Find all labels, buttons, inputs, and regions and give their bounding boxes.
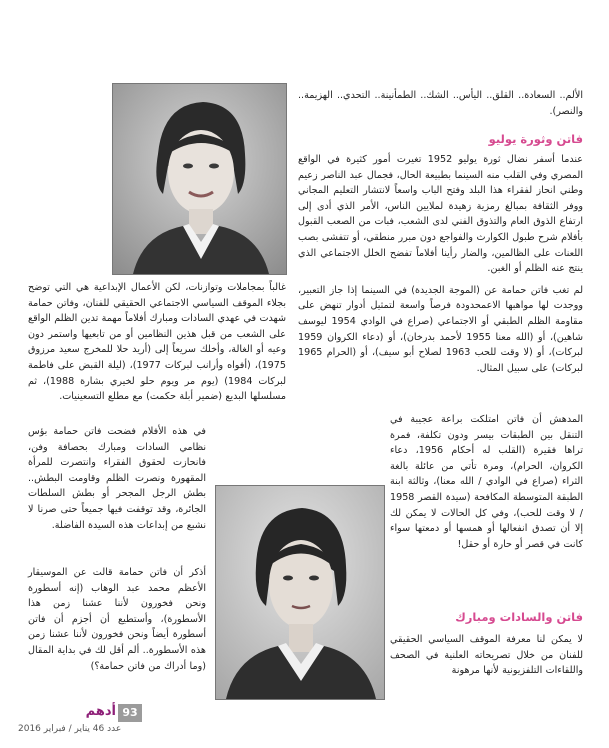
paragraph: عندما أسفر نضال ثورة يوليو 1952 تغيرت أمور كثيرة في الواقع المصري وفي القلب منه السينما بطبيعة الحال، فجمال عبد الناصر زعيم وطني انحاز لفقراء هذا البلد وفتح الباب واسعاً لانتشار التعليم المجاني ووفر الثقافة بمبالغ رمزية زهيدة لملايين الناس، الأمر الذي أدى إلى ارتفاع الذوق العام والتذوق الفني لدى الشعب، فبات من الصعب القبول بأفلام شرح طبول الكوارث والفواجع دون مبرر منطقي، أو تتفشى بصب اللعنات على الظالمين، والضار رأينا أفلاماً تفضح الخلل الاجتماعي الذي ينتج عنه الظلم أو الغبن. xyxy=(298,154,584,275)
right-column-bottom xyxy=(390,632,583,685)
issue-info: عدد 46 يناير / فبراير 2016 xyxy=(18,724,122,734)
left-column-narrow-2 xyxy=(28,565,206,680)
portrait-photo-bottom xyxy=(215,485,385,700)
right-column-narrow xyxy=(390,412,583,558)
paragraph: المدهش أن فاتن امتلكت براعة عجيبة في التنقل بين الطبقات بيسر ودون تكلفة، فمرة تراها فقيرة (القلب له أحكام 1956، دعاء الكروان، الحرام)، ومرة تأتي من عائلة بالغة الثراء (صراع في الوادي / الله معنا)، وثالثة ابنة الطبقة المتوسطة المكافحة (سيدة القصر 1958 / لا وقت للحب)، وفي كل الحالات لا يمكن لك إلا أن تصدق انفعالها أو همسها أو دمعتها سواء كانت في قصر أو حارة أو حقل! xyxy=(390,414,583,550)
right-column-top xyxy=(298,88,583,125)
magazine-logo: أدهم xyxy=(85,704,116,719)
portrait-photo-top xyxy=(112,83,287,275)
paragraph: غالباً بمجاملات وتوازنات، لكن الأعمال الإبداعية هي التي توضح بجلاء الموقف السياسي الاجتماعي الحقيقي للفنان، وفاتن حمامة شهدت في عهدي السادات ومبارك أفلاماً مهمة تدين الظلم الواقع على الشعب من قبل هذين النظامين أو من تابعيها واستمر دون وعيه أو الغالة، وأخلك سريعاً إلى (أريد حلا للمخرج سعيد مرزوق 1975)، (أفواه وأرانب لبركات 1977)، (ليلة القبض على فاطمة لبركات 1984) (يوم مر ويوم حلو لخيري بشارة 1988)، ثم مسلسلها البديع (ضمير أبلة حكمت) مع مطلع التسعينيات. xyxy=(27,282,286,403)
section-heading-july-revolution: فاتن وثورة يوليو xyxy=(488,132,583,146)
right-column-body xyxy=(298,152,583,382)
left-column-narrow-1 xyxy=(28,424,206,539)
left-column-top xyxy=(28,280,286,411)
intro-paragraph: الألم.. السعادة.. القلق.. اليأس.. الشك.. الطمأنينة.. التحدي.. الهزيمة.. والنصر). xyxy=(298,90,583,117)
paragraph: لم تغب فاتن حمامة عن (الموجة الجديدة) في السينما إذا جاز التعبير، ووجدت لها مواهبها الاعمحدودة فرصاً واسعة لتمثيل أدوار تنهض على مقاومة الظلم الطبقي أو الاجتماعي (صراع في الوادي 1954 ليوسف شاهين)، أو (الله معنا 1955 لأحمد بدرخان)، أو (دعاء الكروان 1959 لبركات)، أو (لا وقت للحب 1963 لصلاح أبو سيف)، أو (الحرام 1965 لبركات) على سبيل المثال. xyxy=(298,284,584,374)
paragraph: أذكر أن فاتن حمامة قالت عن الموسيقار الأعظم محمد عبد الوهاب (إنه أسطورة ونحن فخورون لأننا عشنا زمن هذا الأسطورة)، وأستطيع أن أجزم أن فاتن أسطورة أيضاً ونحن فخورون لأننا عشنا زمن هذه الأسطورة.. ألم أقل لك في بداية المقال (وما أدراك من فاتن حمامة؟) xyxy=(28,567,206,672)
paragraph: لا يمكن لنا معرفة الموقف السياسي الحقيقي للفنان من خلال تصريحاته العلنية في الصحف واللقاءات التلفزيونية لأنها مرهونة xyxy=(390,634,583,677)
paragraph: في هذه الأفلام فضحت فاتن حمامة بؤس نظامي السادات ومبارك بحصافة وفن، فانحازت لحقوق الفقراء وانتصرت للمرأة المقهورة ونصرت الظلم وقاومت البطش.. بطش الرجل المجحر أو بطش السلطات الجائرة، وقد توقفت فيها جميعاً حتى صرنا لا نشبع من إبداعات هذه السيدة الفاضلة. xyxy=(28,426,206,531)
section-heading-sadat-mubarak: فاتن والسادات ومبارك xyxy=(455,610,583,624)
page-number: 93 xyxy=(118,704,142,722)
